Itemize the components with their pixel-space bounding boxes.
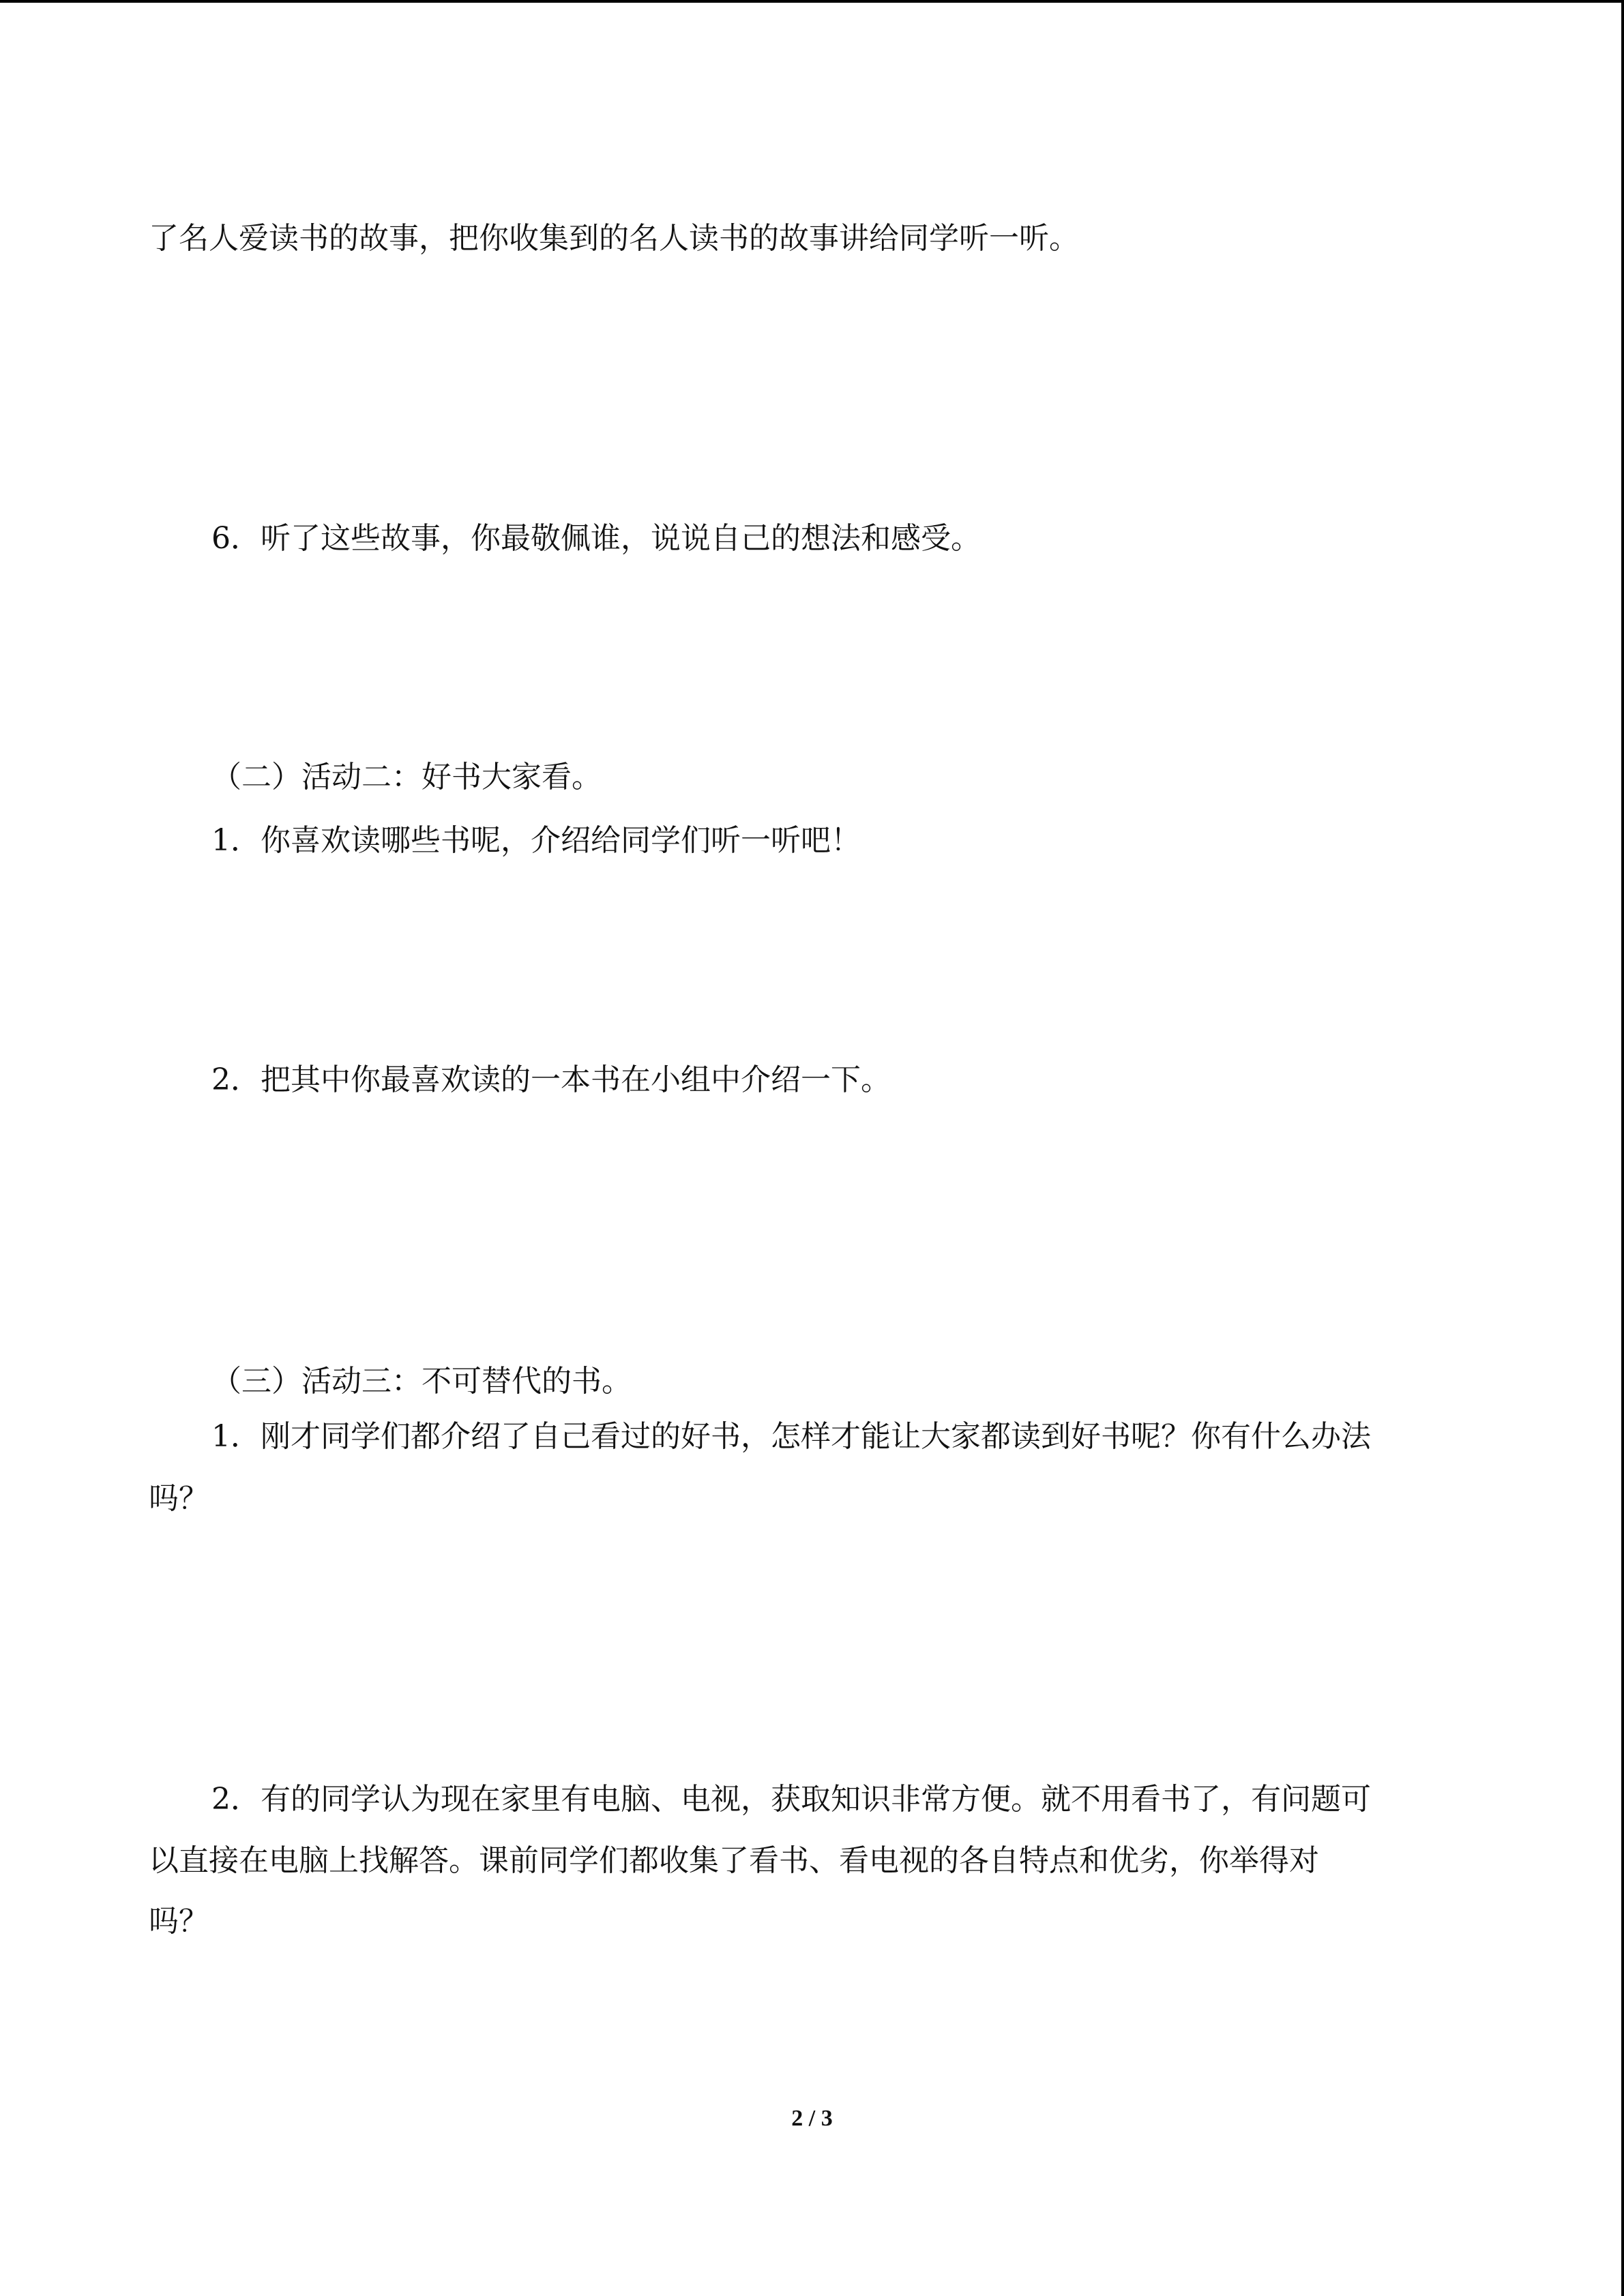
activity-3-question-2-line-1: 2．有的同学认为现在家里有电脑、电视，获取知识非常方便。就不用看书了，有问题可	[211, 1782, 1371, 1817]
section-heading-activity-3: （三）活动三：不可替代的书。	[211, 1364, 632, 1399]
activity-2-question-1: 1．你喜欢读哪些书呢，介绍给同学们听一听吧！	[211, 823, 861, 858]
activity-3-question-1-line-1: 1．刚才同学们都介绍了自己看过的好书，怎样才能让大家都读到好书呢？你有什么办法	[211, 1419, 1371, 1454]
question-6: 6．听了这些故事，你最敬佩谁，说说自己的想法和感受。	[211, 521, 981, 556]
activity-3-question-2-line-2: 以直接在电脑上找解答。课前同学们都收集了看书、看电视的各自特点和优劣，你举得对	[149, 1843, 1319, 1878]
section-heading-activity-2: （二）活动二：好书大家看。	[211, 760, 602, 794]
text-line-story-continuation: 了名人爱读书的故事，把你收集到的名人读书的故事讲给同学听一听。	[149, 221, 1079, 256]
activity-3-question-2-line-3: 吗？	[149, 1904, 209, 1939]
page-number: 2 / 3	[791, 2106, 833, 2131]
activity-2-question-2: 2．把其中你最喜欢读的一本书在小组中介绍一下。	[211, 1062, 891, 1097]
activity-3-question-1-line-2: 吗？	[149, 1481, 209, 1516]
